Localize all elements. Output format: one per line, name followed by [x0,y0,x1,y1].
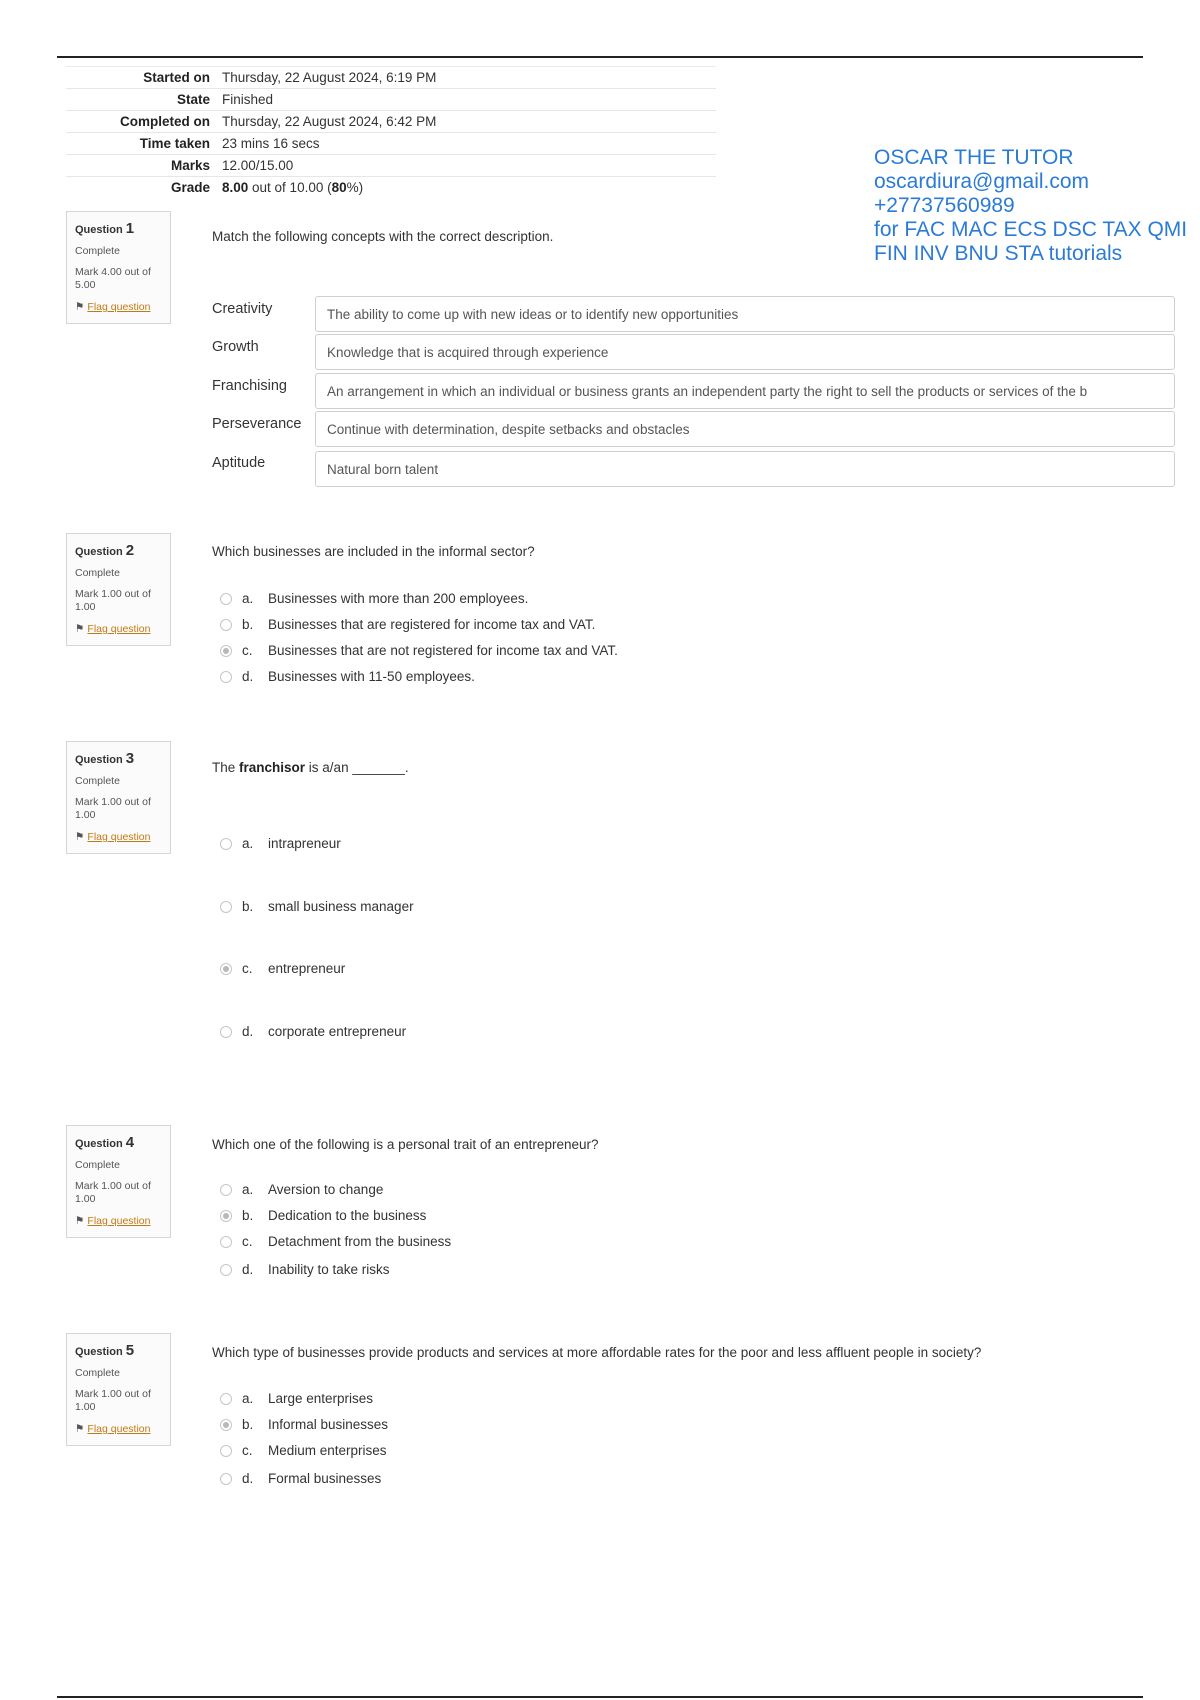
match-concept: Creativity [212,301,273,317]
flag-label: Flag question [87,623,151,635]
option-row-selected[interactable] [220,643,618,658]
question-text-part: The [212,760,240,775]
question-number [75,750,163,767]
summary-row-grade [66,177,716,199]
grade-percent: 80 [331,180,347,195]
option-row-selected[interactable] [220,961,345,976]
tutor-email: oscardiura@gmail.com [874,170,1090,193]
option-text: corporate entrepreneur [268,1024,407,1039]
question-text-5: Which type of businesses provide products and services at more affordable rates for the poor and less affluent people in society? [212,1345,982,1360]
option-text: Formal businesses [268,1471,382,1486]
summary-value: Thursday, 22 August 2024, 6:42 PM [216,111,716,133]
option-letter: a. [242,1391,254,1406]
flag-question-link[interactable] [75,301,163,314]
question-word: Question [75,1346,123,1358]
question-mark: Mark 1.00 out of 1.00 [75,796,151,821]
question-text-bold: franchisor [239,760,306,775]
summary-label: Grade [66,177,216,199]
summary-value: 23 mins 16 secs [216,133,716,155]
option-text: Detachment from the business [268,1234,452,1249]
option-text: Businesses that are not registered for income tax and VAT. [268,643,618,658]
flag-icon: ⚑ [75,1215,85,1227]
summary-label: Started on [66,67,216,89]
question-word: Question [75,546,123,558]
grade-end: %) [346,180,364,195]
option-letter: c. [242,961,253,976]
flag-label: Flag question [87,1423,151,1435]
flag-question-link[interactable] [75,623,163,636]
grade-score: 8.00 [222,180,249,195]
question-text-1: Match the following concepts with the correct description. [212,229,554,244]
question-text-3 [212,760,409,775]
radio-button[interactable] [220,901,232,913]
question-number-value: 3 [125,750,135,767]
option-letter: d. [242,1024,254,1039]
option-text: small business manager [268,899,414,914]
tutor-watermark [874,146,1187,266]
radio-button-selected[interactable] [220,963,232,975]
match-answer-select[interactable]: An arrangement in which an individual or business grants an independent party the right to sell the products or services of the b [315,373,1175,409]
option-letter: c. [242,1443,253,1458]
option-row[interactable] [220,836,341,851]
question-mark: Mark 1.00 out of 1.00 [75,1180,151,1205]
radio-button[interactable] [220,1445,232,1457]
question-number-value: 2 [125,542,135,559]
summary-row-marks [66,155,716,177]
top-rule [57,56,1143,58]
option-text: entrepreneur [268,961,346,976]
match-answer-select[interactable]: Natural born talent [315,451,1175,487]
flag-icon: ⚑ [75,301,85,313]
option-text: Businesses that are registered for income tax and VAT. [268,617,596,632]
radio-button-selected[interactable] [220,1419,232,1431]
option-text: Informal businesses [268,1417,389,1432]
question-info-1 [66,211,171,324]
option-letter: d. [242,1471,254,1486]
bottom-rule [57,1696,1143,1698]
radio-button[interactable] [220,1264,232,1276]
radio-button-selected[interactable] [220,1210,232,1222]
option-letter: a. [242,1182,254,1197]
flag-question-link[interactable] [75,1215,163,1228]
option-row[interactable] [220,591,528,606]
radio-button[interactable] [220,1473,232,1485]
summary-row-started [66,67,716,89]
radio-button[interactable] [220,619,232,631]
question-mark: Mark 1.00 out of 1.00 [75,1388,151,1413]
tutor-phone: +27737560989 [874,194,1015,217]
question-word: Question [75,754,123,766]
option-letter: b. [242,617,254,632]
option-row-selected[interactable] [220,1208,426,1223]
tutor-subjects-2: FIN INV BNU STA tutorials [874,242,1123,265]
radio-button[interactable] [220,838,232,850]
flag-label: Flag question [87,301,151,313]
question-text-part: is a/an _______. [305,760,409,775]
radio-button[interactable] [220,1393,232,1405]
question-info-5 [66,1333,171,1446]
option-row[interactable] [220,1234,451,1249]
summary-row-state [66,89,716,111]
question-number [75,1342,163,1359]
tutor-subjects-1: for FAC MAC ECS DSC TAX QMI [874,218,1188,241]
summary-value: Thursday, 22 August 2024, 6:19 PM [216,67,716,89]
radio-button[interactable] [220,1184,232,1196]
match-answer-select[interactable]: Knowledge that is acquired through experience [315,334,1175,370]
match-answer-select[interactable]: The ability to come up with new ideas or to identify new opportunities [315,296,1175,332]
option-row[interactable] [220,1471,381,1486]
option-text: Medium enterprises [268,1443,387,1458]
question-state: Complete [75,567,120,579]
summary-value: 12.00/15.00 [216,155,716,177]
option-row-selected[interactable] [220,1417,388,1432]
question-word: Question [75,224,123,236]
option-text: intrapreneur [268,836,341,851]
question-text-2: Which businesses are included in the informal sector? [212,544,535,559]
option-letter: d. [242,1262,254,1277]
question-state: Complete [75,1367,120,1379]
flag-icon: ⚑ [75,831,85,843]
summary-label: State [66,89,216,111]
option-letter: b. [242,1208,254,1223]
flag-label: Flag question [87,1215,151,1227]
question-number-value: 1 [125,220,135,237]
match-concept: Perseverance [212,416,302,432]
option-letter: a. [242,591,254,606]
question-number [75,220,163,237]
summary-value: Finished [216,89,716,111]
option-letter: c. [242,643,253,658]
option-letter: b. [242,1417,254,1432]
match-answer-select[interactable]: Continue with determination, despite setbacks and obstacles [315,411,1175,447]
summary-label: Marks [66,155,216,177]
option-row[interactable] [220,1182,383,1197]
summary-row-time [66,133,716,155]
option-text: Aversion to change [268,1182,384,1197]
radio-button[interactable] [220,593,232,605]
summary-label: Completed on [66,111,216,133]
question-info-3 [66,741,171,854]
question-info-4 [66,1125,171,1238]
question-number-value: 5 [125,1342,135,1359]
option-letter: b. [242,899,254,914]
question-mark: Mark 1.00 out of 1.00 [75,588,151,613]
flag-icon: ⚑ [75,623,85,635]
flag-icon: ⚑ [75,1423,85,1435]
tutor-name: OSCAR THE TUTOR [874,146,1074,169]
option-text: Inability to take risks [268,1262,390,1277]
option-row[interactable] [220,617,595,632]
summary-row-completed [66,111,716,133]
match-concept: Growth [212,339,259,355]
radio-button[interactable] [220,1236,232,1248]
option-text: Businesses with more than 200 employees. [268,591,529,606]
option-letter: a. [242,836,254,851]
grade-value [216,177,716,199]
option-letter: d. [242,669,254,684]
question-number [75,1134,163,1151]
option-row[interactable] [220,1262,390,1277]
question-word: Question [75,1138,123,1150]
option-text: Dedication to the business [268,1208,427,1223]
attempt-summary-table [66,66,716,198]
question-number-value: 4 [125,1134,135,1151]
match-concept: Aptitude [212,455,266,471]
option-row[interactable] [220,1443,387,1458]
radio-button[interactable] [220,671,232,683]
option-row[interactable] [220,669,475,684]
option-row[interactable] [220,1391,373,1406]
flag-label: Flag question [87,831,151,843]
option-text: Large enterprises [268,1391,374,1406]
radio-button[interactable] [220,1026,232,1038]
question-number [75,542,163,559]
summary-label: Time taken [66,133,216,155]
option-row[interactable] [220,1024,406,1039]
question-state: Complete [75,775,120,787]
question-state: Complete [75,1159,120,1171]
option-text: Businesses with 11-50 employees. [268,669,475,684]
grade-mid: out of 10.00 ( [248,180,332,195]
question-mark: Mark 4.00 out of 5.00 [75,266,151,291]
option-letter: c. [242,1234,253,1249]
question-state: Complete [75,245,120,257]
flag-question-link[interactable] [75,1423,163,1436]
match-concept: Franchising [212,378,287,394]
option-row[interactable] [220,899,414,914]
question-info-2 [66,533,171,646]
flag-question-link[interactable] [75,831,163,844]
radio-button-selected[interactable] [220,645,232,657]
question-text-4: Which one of the following is a personal trait of an entrepreneur? [212,1137,599,1152]
